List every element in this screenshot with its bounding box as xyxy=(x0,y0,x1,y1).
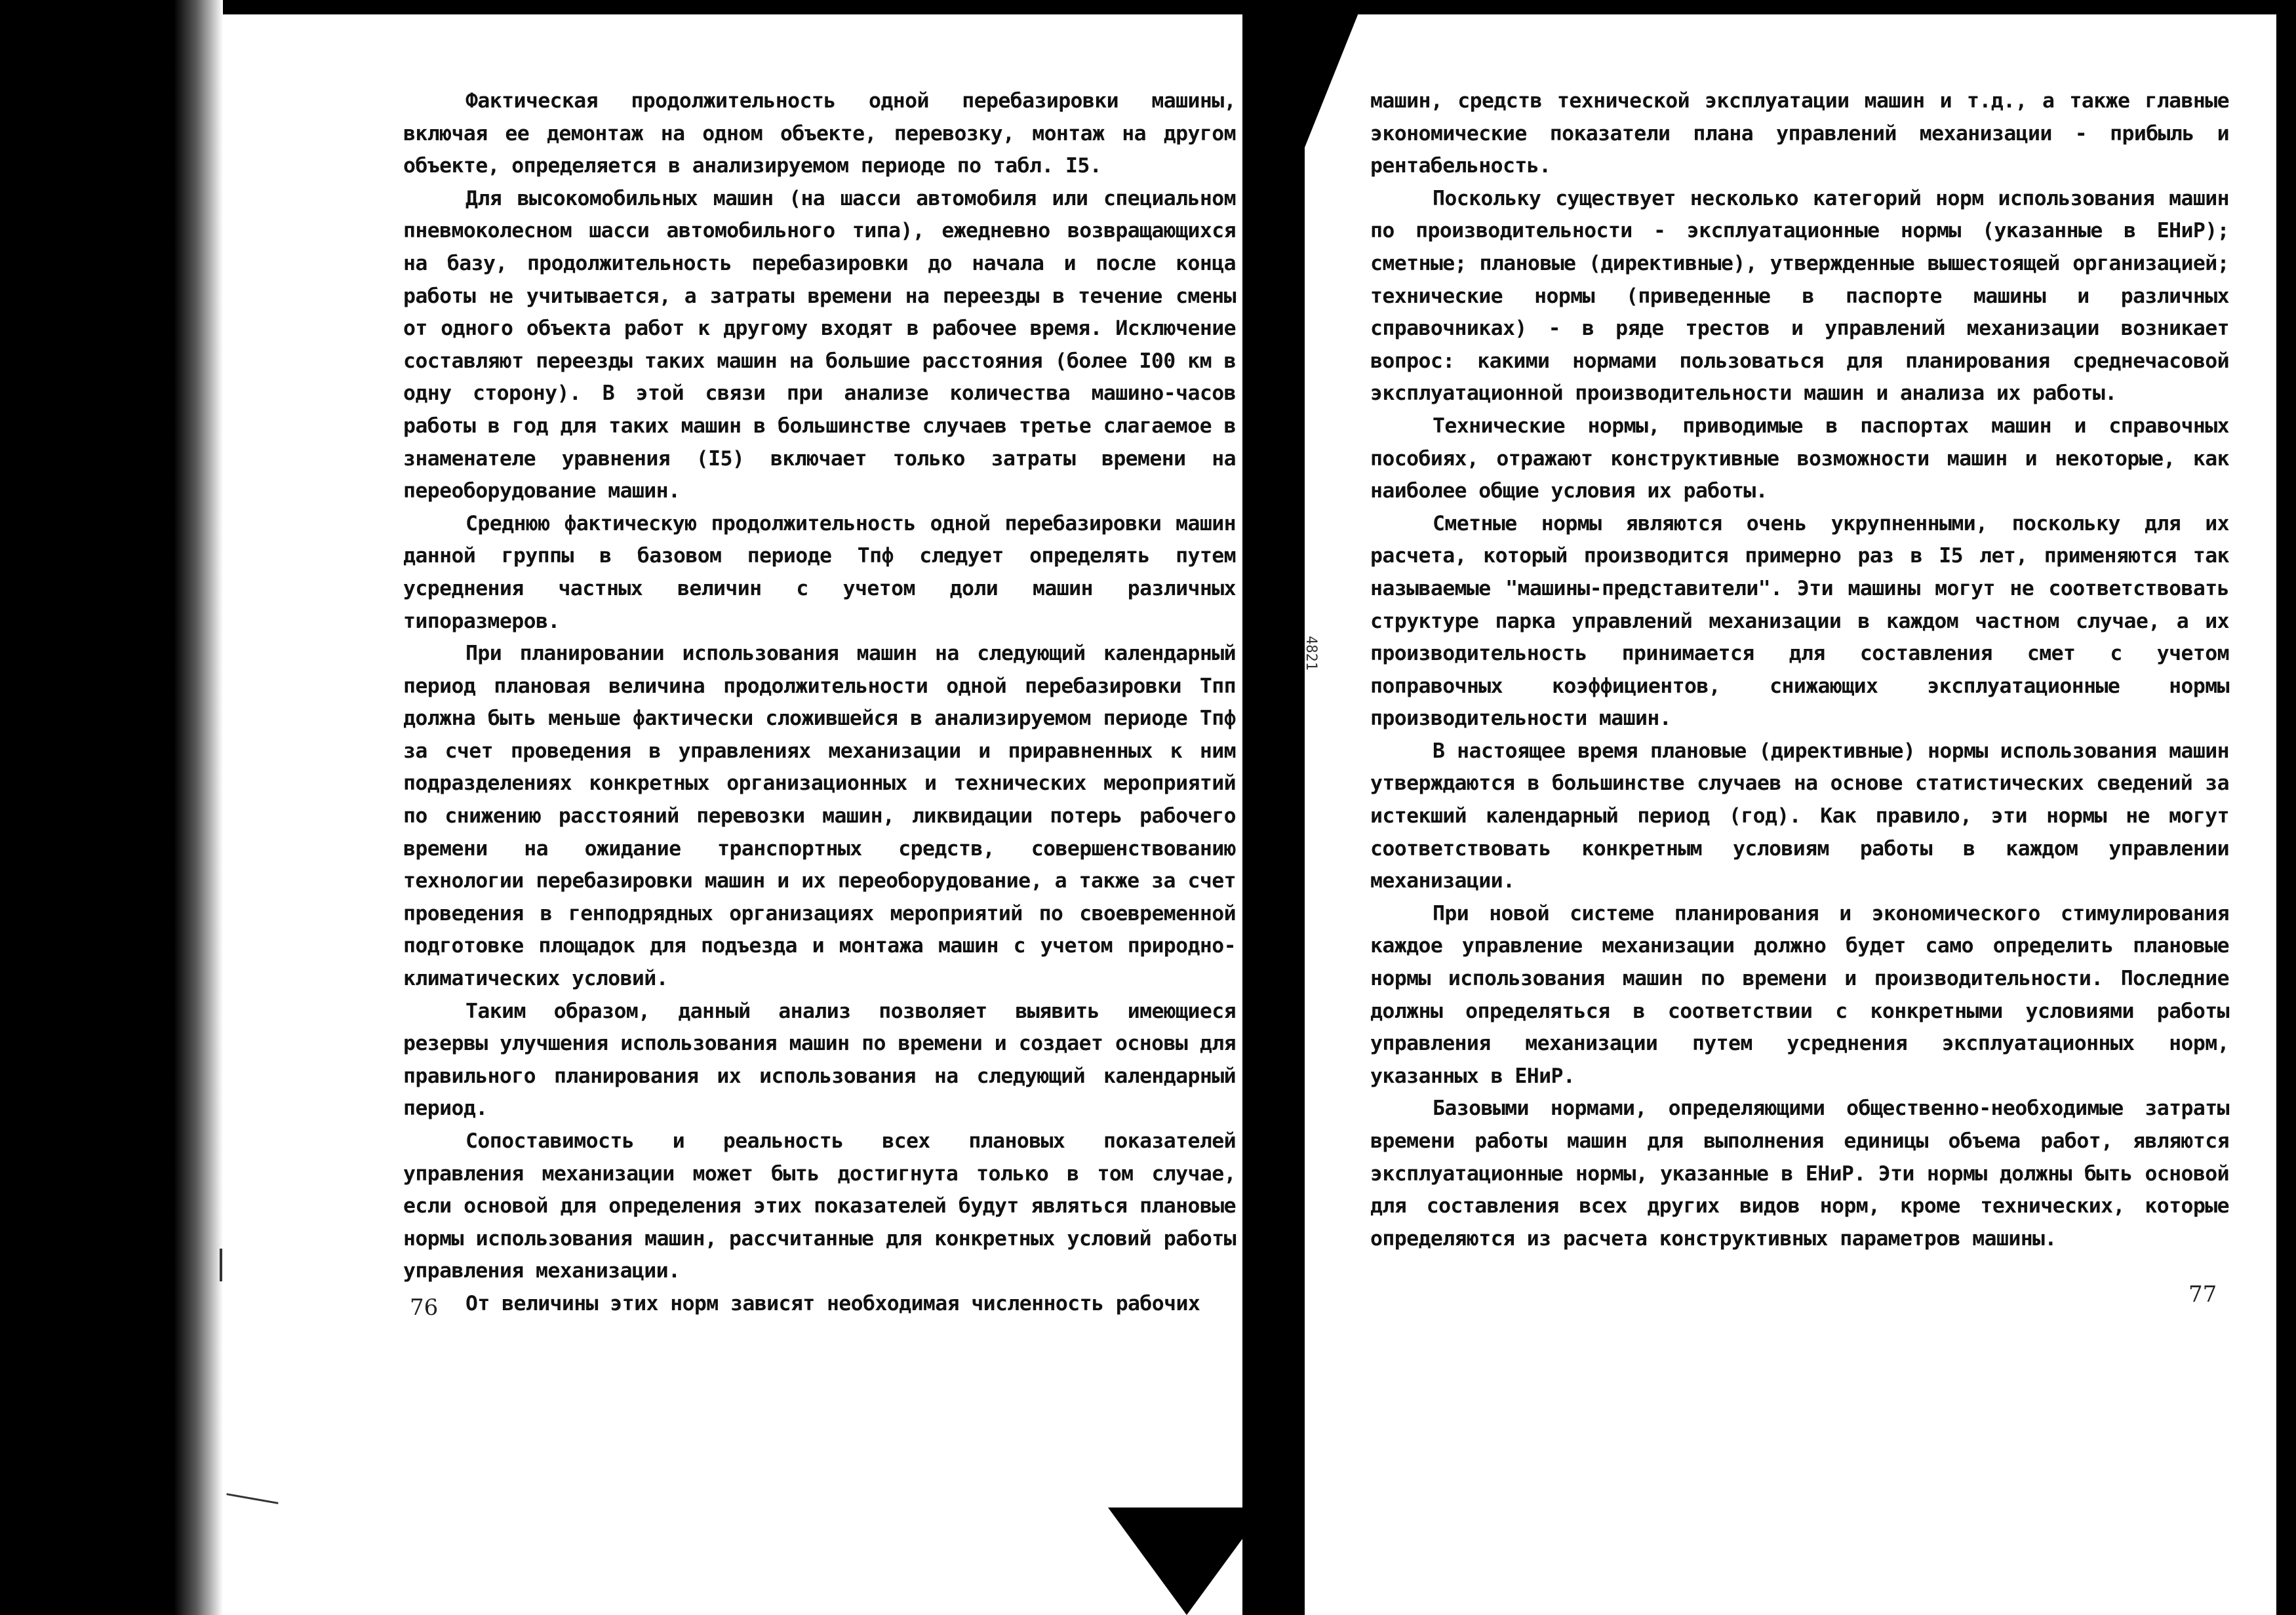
spine-bottom-wedge xyxy=(1108,1508,1265,1615)
right-page-number: 77 xyxy=(2188,1281,2217,1308)
left-paragraph-6: Сопоставимость и реальность всех плановых показателей управления механизации может быть достигнута только в том случае, если основой для определения этих показателей будут являться плановые нормы использования машин, рассчитанные для конкретных условий работы управления механизации. xyxy=(403,1129,1236,1283)
scan-right-border xyxy=(2276,0,2296,1615)
margin-handwritten-note: 4821 xyxy=(1303,636,1319,671)
spine-top-wedge xyxy=(1285,0,1364,197)
left-paragraph-7: От величины этих норм зависят необходимая численность рабочих xyxy=(465,1291,1200,1315)
left-paragraph-4: При планировании использования машин на следующий календарный период плановая величина продолжительности одной перебазировки Tпп должна быть меньше фактически сложившейся в анализируемом периоде Tпф за счет проведения в управлениях механизации и приравненных к ним подразделениях конкретных организационных и технических мероприятий по снижению расстояний перевозки машин, ликвидации потерь рабочего времени на ожидание транспортных средств, совершенствованию технологии перебазировки машин и их переоборудование, а также за счет проведения в генподрядных организациях мероприятий по своевременной подготовке площадок для подъезда и монтажа машин с учетом природно-климатических условий. xyxy=(403,642,1236,991)
right-paragraph-4: Сметные нормы являются очень укрупненными, поскольку для их расчета, который производится примерно раз в I5 лет, применяются так называемые "машины-представители". Эти машины могут не соответствовать структуре парка управлений механизации в каждом частном случае, а их производительность принимается для составления смет с учетом поправочных коэффициентов, снижающих эксплуатационные нормы производительности машин. xyxy=(1370,511,2229,731)
left-paragraph-3: Среднюю фактическую продолжительность одной перебазировки машин данной группы в базовом периоде Tпф следует определять путем усреднения частных величин с учетом доли машин различных типоразмеров. xyxy=(403,511,1236,633)
left-paragraph-2: Для высокомобильных машин (на шасси автомобиля или специальном пневмоколесном шасси автомобильного типа), ежедневно возвращающихся на базу, продолжительность перебазировки до начала и после конца работы не учитывается, а затраты времени на переезды в течение смены от одного объекта работ к другому входят в рабочее время. Исключение составляют переезды таких машин на большие расстояния (более I00 км в одну сторону). В этой связи при анализе количества машино-часов работы в год для таких машин в большинстве случаев третье слагаемое в знаменателе уравнения (I5) включает только затраты времени на переоборудование машин. xyxy=(403,186,1236,503)
right-paragraph-1: машин, средств технической эксплуатации машин и т.д., а также главные экономические показатели плана управлений механизации - прибыль и рентабельность. xyxy=(1370,89,2229,178)
left-page-text xyxy=(403,85,1236,1321)
right-paragraph-2: Поскольку существует несколько категорий норм использования машин по производительности - эксплуатационные нормы (указанные в ЕНиР); сметные; плановые (директивные), утвержденные вышестоящей организацией; технические нормы (приведенные в паспорте машины и различных справочниках) - в ряде трестов и управлений механизации возникает вопрос: какими нормами пользоваться для планирования среднечасовой эксплуатационной производительности машин и анализа их работы. xyxy=(1370,186,2229,406)
right-page-text xyxy=(1370,85,2229,1255)
left-paragraph-5: Таким образом, данный анализ позволяет выявить имеющиеся резервы улучшения использования машин по времени и создает основы для правильного планирования их использования на следующий календарный период. xyxy=(403,999,1236,1121)
scan-artifact-mark xyxy=(226,1493,278,1504)
right-paragraph-6: При новой системе планирования и экономического стимулирования каждое управление механизации должно будет само определить плановые нормы использования машин по времени и производительности. Последние должны определяться в соответствии с конкретными условиями работы управления механизации путем усреднения эксплуатационных норм, указанных в ЕНиР. xyxy=(1370,901,2229,1088)
right-paragraph-5: В настоящее время плановые (директивные) нормы использования машин утверждаются в большинстве случаев на основе статистических сведений за истекший календарный период (год). Как правило, эти нормы не могут соответствовать конкретным условиям работы в каждом управлении механизации. xyxy=(1370,739,2229,893)
right-paragraph-3: Технические нормы, приводимые в паспортах машин и справочных пособиях, отражают конструктивные возможности машин и некоторые, как наиболее общие условия их работы. xyxy=(1370,414,2229,503)
book-spine-shadow xyxy=(1242,0,1305,1615)
left-paragraph-1: Фактическая продолжительность одной перебазировки машины, включая ее демонтаж на одном объекте, перевозку, монтаж на другом объекте, определяется в анализируемом периоде по табл. I5. xyxy=(403,89,1236,178)
scan-left-border xyxy=(0,0,223,1615)
scan-artifact-mark xyxy=(220,1249,222,1281)
scan-top-border xyxy=(0,0,2296,14)
left-page-number: 76 xyxy=(410,1294,439,1321)
right-paragraph-7: Базовыми нормами, определяющими общественно-необходимые затраты времени работы машин для выполнения единицы объема работ, являются эксплуатационные нормы, указанные в ЕНиР. Эти нормы должны быть основой для составления всех других видов норм, кроме технических, которые определяются из расчета конструктивных параметров машины. xyxy=(1370,1097,2229,1251)
